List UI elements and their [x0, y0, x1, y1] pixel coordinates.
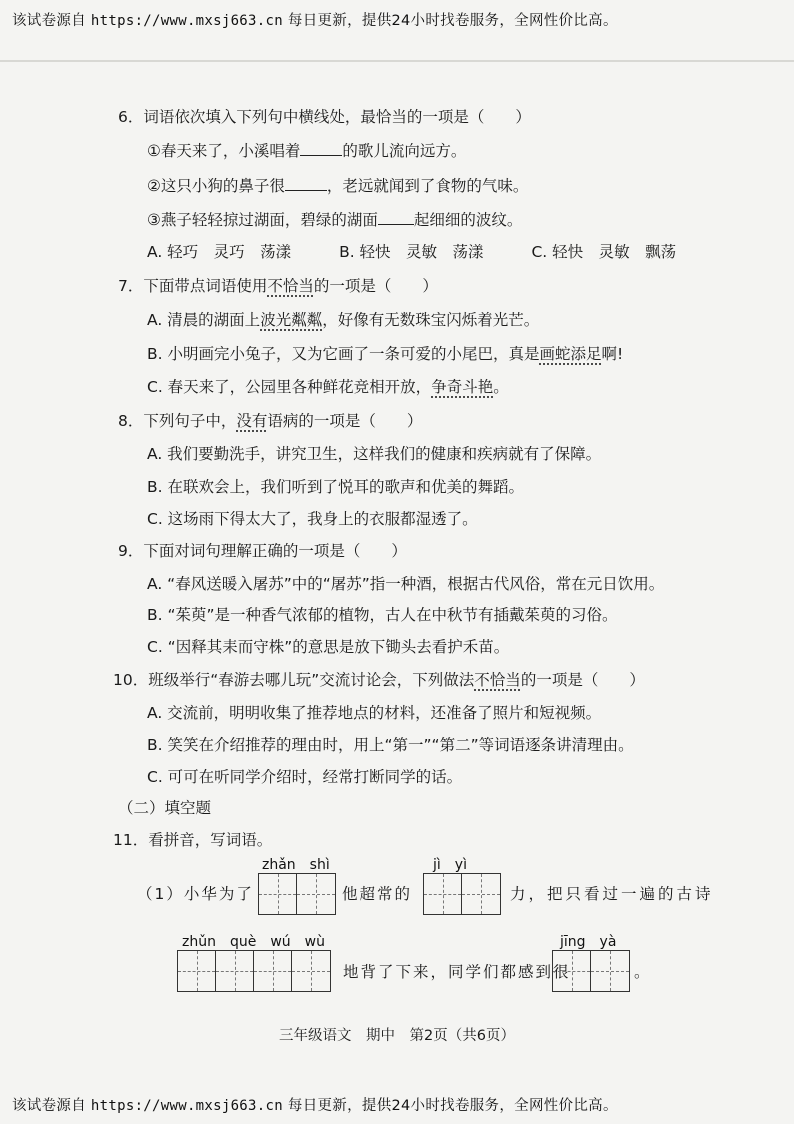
q6-option-b: B. 轻快 灵敏 荡漾 — [339, 243, 484, 261]
emphasis-dotted: 不恰当 — [474, 671, 521, 689]
banner-url[interactable]: https://www.mxsj663.cn — [90, 1098, 283, 1114]
q7-stem-part: 7．下面带点词语使用 — [118, 277, 268, 295]
banner-suffix: 每日更新，提供24小时找卷服务，全网性价比高。 — [287, 13, 618, 29]
blank — [300, 141, 342, 156]
answer-grid-2[interactable] — [423, 873, 501, 915]
q10-stem-part: 的一项是（ ） — [520, 671, 645, 689]
q10-stem-part: 10．班级举行“春游去哪儿玩”交流讨论会，下列做法 — [113, 671, 475, 689]
text: B. 小明画完小兔子，又为它画了一条可爱的小尾巴，真是 — [147, 345, 540, 363]
q6-s3-after: 起细细的波纹。 — [413, 211, 523, 229]
q11-line1-text-b: 他超常的 — [342, 885, 413, 903]
q6-option-c: C. 轻快 灵敏 飘荡 — [531, 243, 677, 261]
q10-stem — [113, 670, 645, 690]
emphasis-dotted: 不恰当 — [267, 277, 314, 295]
page-footer: 三年级语文 期中 第2页（共6页） — [279, 1028, 515, 1044]
blank — [378, 210, 414, 225]
grid-cell[interactable] — [292, 951, 330, 991]
q8-stem — [118, 411, 422, 431]
q6-s1-before: ①春天来了，小溪唱着 — [147, 142, 301, 160]
grid-cell[interactable] — [216, 951, 254, 991]
grid-cell[interactable] — [591, 951, 629, 991]
q6-s2-before: ②这只小狗的鼻子很 — [147, 177, 285, 195]
blank — [285, 176, 327, 191]
q8-stem-part: 语病的一项是（ ） — [267, 412, 423, 430]
q6-s2-after: ，老远就闻到了食物的气味。 — [326, 177, 529, 195]
q9-option-b: B. “茱萸”是一种香气浓郁的植物，古人在中秋节有插戴茱萸的习俗。 — [147, 606, 618, 624]
q6-stem: 6．词语依次填入下列句中横线处，最恰当的一项是（ ） — [118, 108, 531, 126]
q8-option-b: B. 在联欢会上，我们听到了悦耳的歌声和优美的舞蹈。 — [147, 478, 524, 496]
q10-option-b: B. 笑笑在介绍推荐的理由时，用上“第一”“第二”等词语逐条讲清理由。 — [147, 736, 634, 754]
q7-stem-part: 的一项是（ ） — [313, 277, 438, 295]
grid-cell[interactable] — [297, 874, 335, 914]
text: 。 — [493, 378, 509, 396]
text: A. 清晨的湖面上 — [147, 311, 261, 329]
answer-grid-4[interactable] — [552, 950, 630, 992]
q6-s3-before: ③燕子轻轻掠过湖面，碧绿的湖面 — [147, 211, 378, 229]
q7-option-c — [147, 377, 509, 397]
banner-url[interactable]: https://www.mxsj663.cn — [90, 13, 283, 29]
q6-option-a: A. 轻巧 灵巧 荡漾 — [147, 243, 292, 261]
q7-stem — [118, 276, 438, 296]
q6-sentence-2 — [147, 176, 528, 196]
answer-grid-1[interactable] — [258, 873, 336, 915]
banner-prefix: 该试卷源自 — [12, 1098, 86, 1114]
q6-s1-after: 的歌儿流向远方。 — [342, 142, 467, 160]
q10-option-c: C. 可可在听同学介绍时，经常打断同学的话。 — [147, 768, 463, 786]
q11-stem: 11．看拼音，写词语。 — [113, 831, 273, 849]
grid-cell[interactable] — [424, 874, 462, 914]
q11-line1-text-a: （1）小华为了 — [137, 885, 254, 903]
pinyin-1: zhǎn shì — [262, 857, 330, 873]
text: ，好像有无数珠宝闪烁着光芒。 — [322, 311, 540, 329]
q11-line2-text-a: 地背了下来，同学们都感到很 — [343, 963, 571, 981]
section-heading: （二）填空题 — [118, 799, 212, 817]
grid-cell[interactable] — [259, 874, 297, 914]
grid-cell[interactable] — [178, 951, 216, 991]
scan-edge-divider — [0, 60, 794, 62]
text: C. 春天来了，公园里各种鲜花竞相开放， — [147, 378, 432, 396]
dotted-word: 争奇斗艳 — [431, 378, 494, 396]
source-banner-top — [12, 9, 618, 30]
source-banner-bottom — [12, 1094, 618, 1115]
dotted-word: 画蛇添足 — [539, 345, 602, 363]
banner-prefix: 该试卷源自 — [12, 13, 86, 29]
q9-option-c: C. “因释其耒而守株”的意思是放下锄头去看护禾苗。 — [147, 638, 510, 656]
grid-cell[interactable] — [462, 874, 500, 914]
q7-option-b — [147, 344, 623, 364]
grid-cell[interactable] — [553, 951, 591, 991]
answer-grid-3[interactable] — [177, 950, 331, 992]
emphasis-dotted: 没有 — [236, 412, 268, 430]
text: 啊! — [601, 345, 624, 363]
q9-option-a: A. “春风送暖入屠苏”中的“屠苏”指一种酒，根据古代风俗，常在元日饮用。 — [147, 575, 665, 593]
q11-line2-end: 。 — [634, 963, 650, 981]
pinyin-4: jīng yà — [560, 934, 617, 950]
q8-option-a: A. 我们要勤洗手，讲究卫生，这样我们的健康和疾病就有了保障。 — [147, 445, 602, 463]
pinyin-3: zhǔn què wú wù — [182, 934, 325, 950]
pinyin-2: jì yì — [433, 857, 467, 873]
q6-options — [147, 242, 676, 262]
q6-sentence-1 — [147, 141, 466, 161]
q8-option-c: C. 这场雨下得太大了，我身上的衣服都湿透了。 — [147, 510, 478, 528]
q6-sentence-3 — [147, 210, 522, 230]
q10-option-a: A. 交流前，明明收集了推荐地点的材料，还准备了照片和短视频。 — [147, 704, 602, 722]
banner-suffix: 每日更新，提供24小时找卷服务，全网性价比高。 — [287, 1098, 618, 1114]
q11-line1-text-c: 力，把只看过一遍的古诗 — [510, 885, 714, 903]
dotted-word: 波光粼粼 — [260, 311, 323, 329]
q7-option-a — [147, 310, 539, 330]
q8-stem-part: 8．下列句子中， — [118, 412, 237, 430]
grid-cell[interactable] — [254, 951, 292, 991]
q9-stem: 9．下面对词句理解正确的一项是（ ） — [118, 542, 407, 560]
